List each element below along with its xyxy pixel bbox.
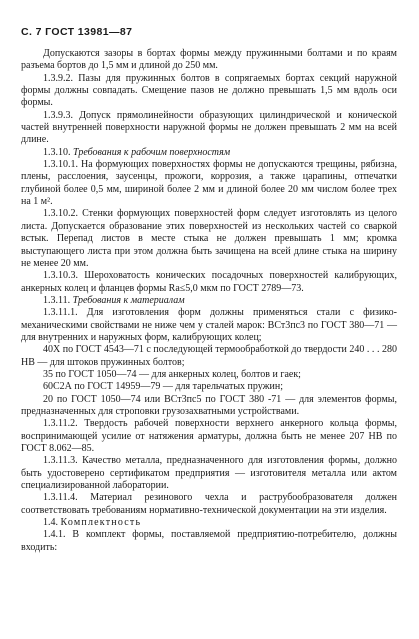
section-title: Требования к рабочим поверхностям	[73, 146, 231, 158]
paragraph: 1.3.10.1. На формующих поверхностях формы не допускаются трещины, рябизна, плены, расслоения, заусенцы, прожоги, коррозия, а также царапины, отпечатки глубиной более 0,5 мм, шириной более 2 мм и длиной более 20 мм числом более трех на 1 м².	[21, 159, 397, 208]
paragraph: 60С2А по ГОСТ 14959—79 — для тарельчатых пружин;	[43, 381, 284, 393]
paragraph: 1.3.11.1. Для изготовления форм должны применяться стали с физико-механическими свойствами не ниже чем у сталей марок: ВСт3пс3 по ГОСТ 380—71 — для внутренних и наружных форм, калибрующих колец;	[21, 307, 397, 343]
paragraph: 1.3.11.4. Материал резинового чехла и раструбообразователя должен соответствовать требованиям нормативно-технической документации на эти изделия.	[21, 492, 397, 516]
paragraph: 1.3.11.2. Твердость рабочей поверхности верхнего анкерного кольца формы, воспринимающей усилие от натяжения арматуры, должна быть не менее 207 НВ по ГОСТ 8.062—85.	[21, 418, 397, 454]
section-number: 1.3.10.	[43, 146, 71, 158]
section-heading	[21, 295, 397, 307]
paragraph: 20 по ГОСТ 1050—74 или ВСт3пс5 по ГОСТ 380 -71 — для элементов формы, предназначенных для строповки грузозахватными устройствами.	[21, 393, 397, 417]
section-title: Требования к материалам	[72, 294, 185, 306]
paragraph: 40Х по ГОСТ 4543—71 с последующей термообработкой до твердости 240 . . . 280 НВ — для штоков пружинных болтов;	[21, 344, 397, 368]
paragraph: 1.3.10.2. Стенки формующих поверхностей форм следует изготовлять из целого листа. Допускается образование этих поверхностей из нескольких частей со сваркой встык. Перепад листов в месте стыка не должен превышать 1 мм; кромка выступающего листа при этом должна быть зачищена на всей длине стыка на ширину не менее 20 мм.	[21, 208, 397, 269]
section-heading	[21, 147, 397, 159]
paragraph: 1.3.10.3. Шероховатость конических посадочных поверхностей калибрующих, анкерных колец и фланцев формы Ra≤5,0 мкм по ГОСТ 2789—73.	[21, 270, 397, 294]
paragraph: Допускаются зазоры в бортах формы между пружинными болтами и по краям разъема бортов до 1,5 мм и длиной до 250 мм.	[21, 48, 397, 72]
paragraph: 1.3.11.3. Качество металла, предназначенного для изготовления формы, должно быть удостоверено сертификатом предприятия — изготовителя металла или актом специализированной лаборатории.	[21, 455, 397, 492]
paragraph: 1.3.9.2. Пазы для пружинных болтов в сопрягаемых бортах секций наружной формы должны совпадать. Смещение пазов не должно превышать 1,5 мм вдоль оси формы.	[21, 72, 397, 109]
paragraph: 1.3.9.3. Допуск прямолинейности образующих цилиндрической и конической частей внутренней поверхности наружной формы не должен превышать 2 мм на всей длине.	[21, 109, 397, 146]
page-header: С. 7 ГОСТ 13981—87	[21, 26, 133, 38]
section-heading	[21, 517, 397, 529]
paragraph: 1.4.1. В комплект формы, поставляемой предприятию-потребителю, должны входить:	[21, 529, 397, 553]
section-number: 1.4.	[43, 517, 58, 529]
section-title: Комплектность	[60, 517, 142, 529]
paragraph: 35 по ГОСТ 1050—74 — для анкерных колец, болтов и гаек;	[43, 368, 301, 380]
section-number: 1.3.11.	[43, 294, 71, 306]
